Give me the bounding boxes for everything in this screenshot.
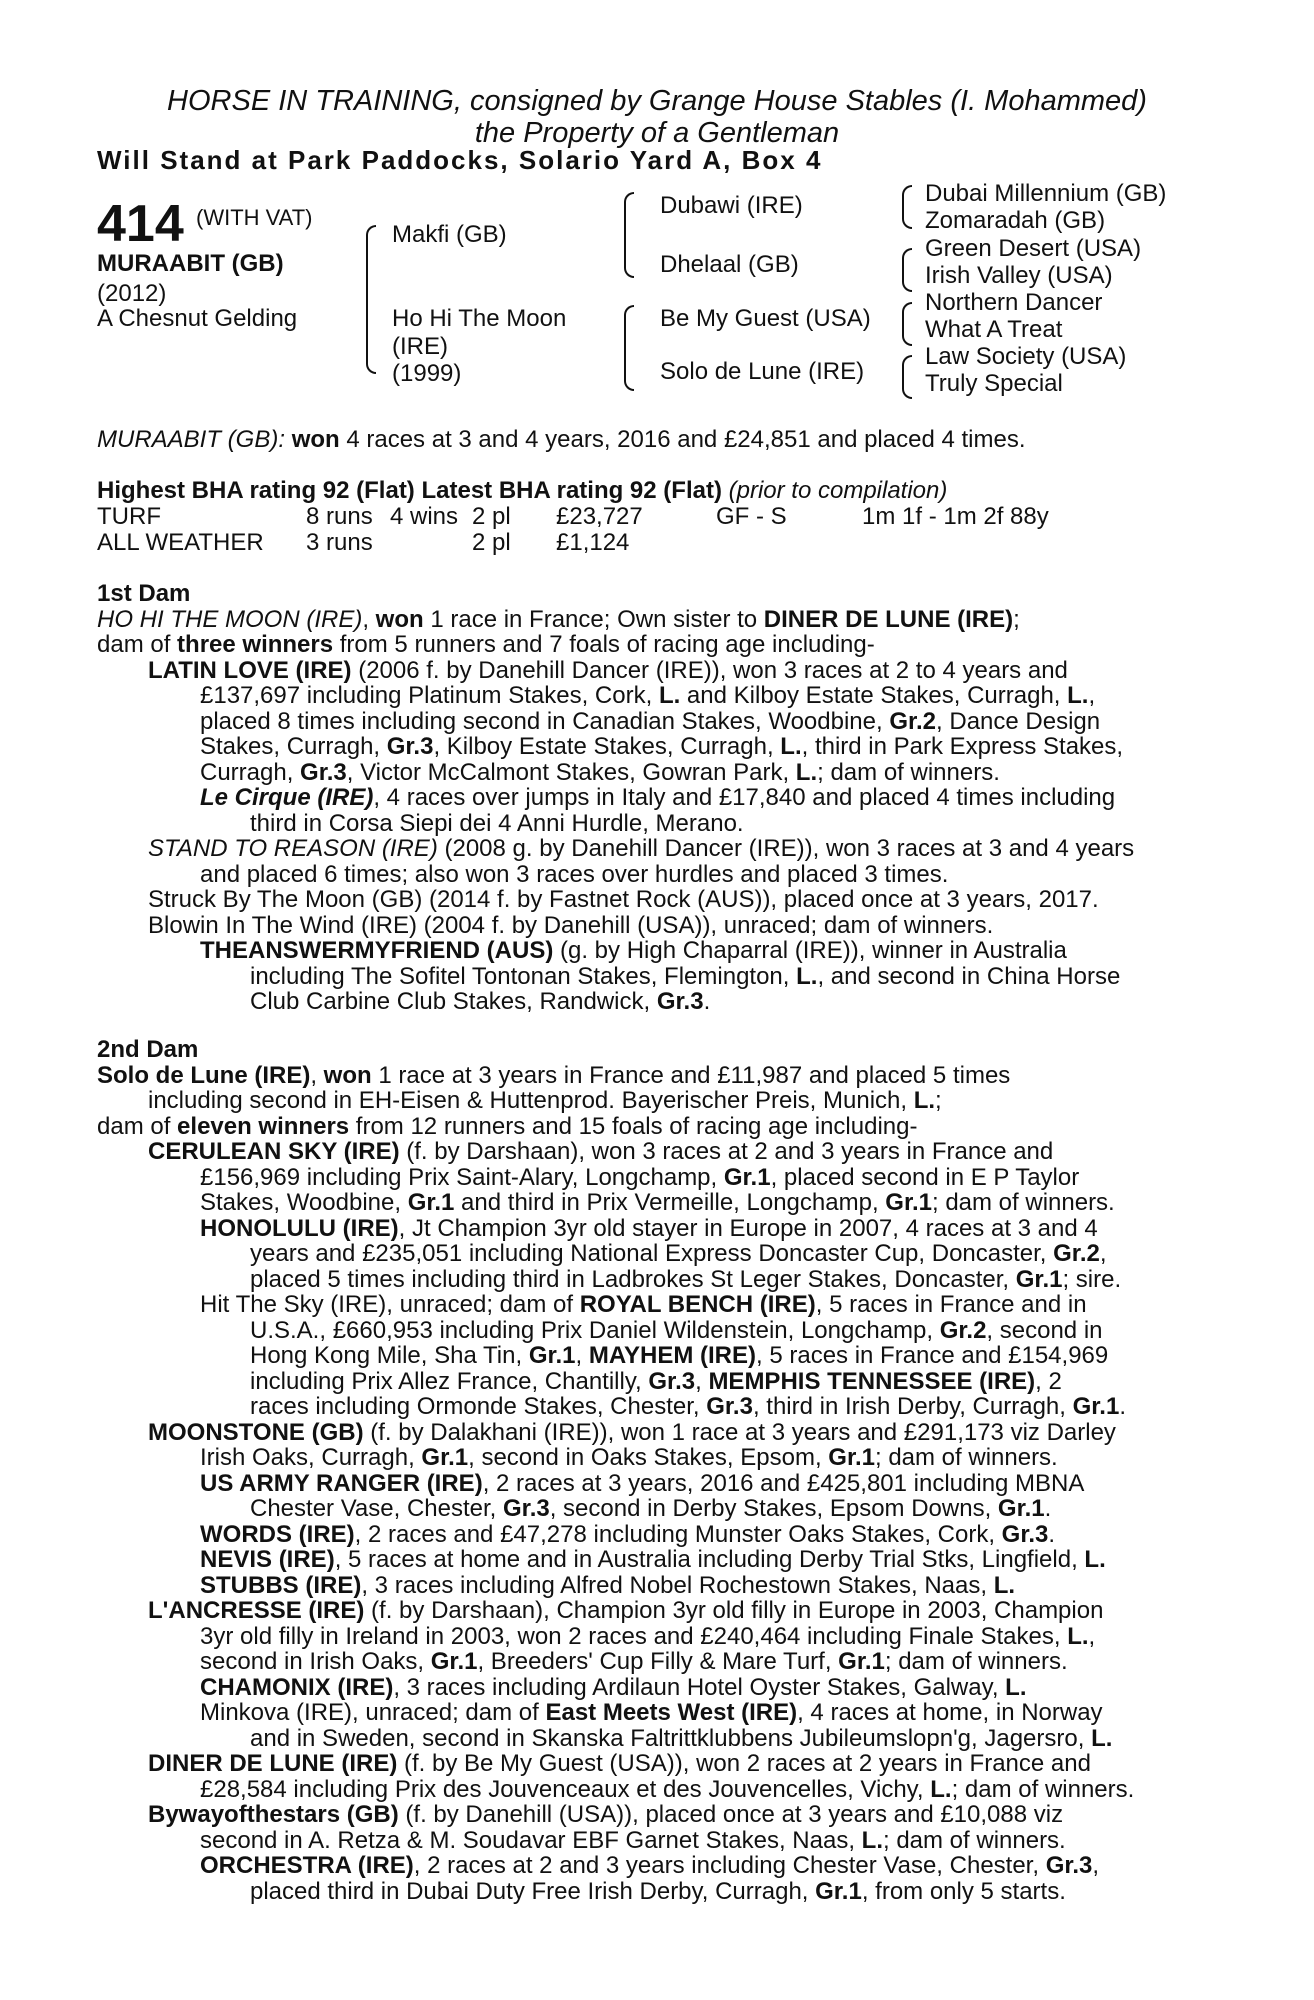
theanswermyfriend-line2: including The Sofitel Tontonan Stakes, Flemington, L., and second in China Horse — [250, 962, 1121, 990]
minkova-line2: and in Sweden, second in Skanska Faltrittklubbens Jubileumslopn'g, Jagersro, L. — [250, 1724, 1113, 1752]
vat-note: (WITH VAT) — [196, 205, 313, 230]
pedigree-sire-dam: Dhelaal (GB) — [660, 251, 799, 278]
bywayofthestars-entry: Bywayofthestars (GB) (f. by Danehill (USA)), placed once at 3 years and £10,088 viz — [148, 1801, 1064, 1828]
venue-line: Will Stand at Park Paddocks, Solario Yard A, Box 4 — [97, 145, 823, 175]
cerulean-sky-entry: CERULEAN SKY (IRE) (f. by Darshaan), won 3 races at 2 and 3 years in France and — [148, 1138, 1054, 1165]
pedigree-dam-line2: (IRE) — [392, 333, 448, 360]
theanswermyfriend-line3: Club Carbine Club Stakes, Randwick, Gr.3. — [250, 988, 711, 1015]
second-dam-section — [97, 1037, 1207, 1904]
first-dam-section — [97, 581, 1207, 1015]
latin-love-entry: LATIN LOVE (IRE) (2006 f. by Danehill Dancer (IRE)), won 3 races at 2 to 4 years and — [148, 656, 1068, 684]
pedigree-g4-2: Zomaradah (GB) — [925, 207, 1106, 234]
pedigree-g4-6: What A Treat — [925, 316, 1063, 343]
hit-the-sky-entry: Hit The Sky (IRE), unraced; dam of ROYAL BENCH (IRE), 5 races in France and in — [200, 1291, 1087, 1318]
minkova-entry: Minkova (IRE), unraced; dam of East Meets West (IRE), 4 races at home, in Norway — [200, 1699, 1103, 1726]
le-cirque-entry: Le Cirque (IRE), 4 races over jumps in Italy and £17,840 and placed 4 times including — [200, 784, 1116, 811]
first-dam-produce: dam of three winners from 5 runners and 7 foals of racing age including- — [97, 631, 875, 658]
orchestra-line2: placed third in Dubai Duty Free Irish Derby, Curragh, Gr.1, from only 5 starts. — [250, 1877, 1066, 1905]
pedigree-brace-main — [366, 225, 376, 374]
lancresse-line2: 3yr old filly in Ireland in 2003, won 2 races and £240,464 including Finale Stakes, L., — [200, 1622, 1096, 1650]
pedigree-brace-dam — [624, 305, 634, 391]
second-dam-produce: dam of eleven winners from 12 runners and 15 foals of racing age including- — [97, 1112, 918, 1140]
horse-name: MURAABIT (GB) — [97, 250, 284, 277]
lot-number: 414 — [97, 195, 184, 253]
catalogue-page: HORSE IN TRAINING, consigned by Grange House Stables (I. Mohammed) the Property of a Gentleman Will Stand at Park Paddocks, Solario Yard A, Box 4 414 (WITH VAT) MURAABIT (GB) (2012) A Chesnut Gelding Makfi (GB) Ho Hi The Moon (IRE) (1999) Dubawi (IRE) Dhelaal (GB) Be My Guest (USA) Solo de Lune (IRE) Dubai Millennium (GB) Zomaradah (GB) Green Desert (USA) Irish Valley (USA) Northern Dancer What A Treat Law Society (USA) Truly Special MURAABIT (GB): won 4 races at 3 and 4 years, 2016 and £24,851 and placed 4 times. Highest BHA rating 92 (Flat) Latest BHA rating 92 (Flat) (prior to compilation) TURF 8 runs 4 wins 2 pl £23,727 GF - S 1m 1f - 1m 2f 88y ALL WEATHER 3 runs 2 pl £1,124 1st Dam HO HI THE MOON (IRE), won 1 race in France; Own sister to DINER DE LUNE (IRE); dam of three winners from 5 runners and 7 foals of racing age including- LATIN LOVE (IRE) (2006 f. by Danehill Dancer (IRE)), won 3 races at 2 to 4 years and £137,697 including Platinum Stakes, Cork, L. and Kilboy Estate Stakes, Curragh, L., placed 8 times including second in Canadian Stakes, Woodbine, Gr.2, Dance Design Stakes, Curragh, Gr.3, Kilboy Estate Stakes, Curragh, L., third in Park Express Stakes, Curragh, Gr.3, Victor McCalmont Stakes, Gowran Park, L.; dam of winners. Le Cirque (IRE), 4 races over jumps in Italy and £17,840 and placed 4 times including third in Corsa Siepi dei 4 Anni Hurdle, Merano. STAND TO REASON (IRE) (2008 g. by Danehill Dancer (IRE)), won 3 races at 3 and 4 years and placed 6 times; also won 3 races over hurdles and placed 3 times. Struck By The Moon (GB) (2014 f. by Fastnet Rock (AUS)), placed once at 3 years, 2017. Blowin In The Wind (IRE) (2004 f. by Danehill (USA)), unraced; dam of winners. THEANSWERMYFRIEND (AUS) (g. by High Chaparral (IRE)), winner in Australia including The Sofitel Tontonan Stakes, Flemington, L., and second in China Horse Club Carbine Club Stakes, Randwick, Gr.3. 2nd Dam Solo de Lune (IRE), won 1 race at 3 years in France and £11,987 and placed 5 times including second in EH-Eisen & Huttenprod. Bayerischer Preis, Munich, L.; dam of eleven winners from 12 runners and 15 foals of racing age including- CERULEAN SKY (IRE) (f. by Darshaan), won 3 races at 2 and 3 years in France and £156,969 including Prix Saint-Alary, Longchamp, Gr.1, placed second in E P Taylor Stakes, Woodbine, Gr.1 and third in Prix Vermeille, Longchamp, Gr.1; dam of winners. HONOLULU (IRE), Jt Champion 3yr old stayer in Europe in 2007, 4 races at 3 and 4 years and £235,051 including National Express Doncaster Cup, Doncaster, Gr.2, placed 5 times including third in Ladbrokes St Leger Stakes, Doncaster, Gr.1; sire. Hit The Sky (IRE), unraced; dam of ROYAL BENCH (IRE), 5 races in France and in U.S.A., £660,953 including Prix Daniel Wildenstein, Longchamp, Gr.2, second in Hong Kong Mile, Sha Tin, Gr.1, MAYHEM (IRE), 5 races in France and £154,969 including Prix Allez France, Chantilly, Gr.3, MEMPHIS TENNESSEE (IRE), 2 races including Ormonde Stakes, Chester, Gr.3, third in Irish Derby, Curragh, Gr.1. MOONSTONE (GB) (f. by Dalakhani (IRE)), won 1 race at 3 years and £291,173 viz Darley Irish Oaks, Curragh, Gr.1, second in Oaks Stakes, Epsom, Gr.1; dam of winners. US ARMY RANGER (IRE), 2 races at 3 years, 2016 and £425,801 including MBNA Chester Vase, Chester, Gr.3, second in Derby Stakes, Epsom Downs, Gr.1. WORDS (IRE), 2 races and £47,278 including Munster Oaks Stakes, Cork, Gr.3. NEVIS (IRE), 5 races at home and in Australia including Derby Trial Stks, Lingfield, L. STUBBS (IRE), 3 races including Alfred Nobel Rochestown Stakes, Naas, L. L'ANCRESSE (IRE) (f. by Darshaan), Champion 3yr old filly in Europe in 2003, Champion 3yr old filly in Ireland in 2003, won 2 races and £240,464 including Finale Stakes, L., second in Irish Oaks, Gr.1, Breeders' Cup Filly & Mare Turf, Gr.1; dam of winners. CHAMONIX (IRE), 3 races including Ardilaun Hotel Oyster Stakes, Galway, L. Minkova (IRE), unraced; dam of East Meets West (IRE), 4 races at home, in Norway and in Sweden, second in Skanska Faltrittklubbens Jubileumslopn'g, Jagersro, L. DINER DE LUNE (IRE) (f. by Be My Guest (USA)), won 2 races at 2 years in France and £28,584 including Prix des Jouvenceaux et des Jouvencelles, Vichy, L.; dam of winners. Bywayofthestars (GB) (f. by Danehill (USA)), placed once at 3 years and £10,088 viz second in A. Retza & M. Soudavar EBF Garnet Stakes, Naas, L.; dam of winners. ORCHESTRA (IRE), 2 races at 2 and 3 years including Chester Vase, Chester, Gr.3, placed third in Dubai Duty Free Irish Derby, Curragh, Gr.1, from only 5 starts. — [0, 0, 1314, 2000]
moonstone-line2: Irish Oaks, Curragh, Gr.1, second in Oaks Stakes, Epsom, Gr.1; dam of winners. — [200, 1444, 1058, 1471]
latin-love-line3: placed 8 times including second in Canadian Stakes, Woodbine, Gr.2, Dance Design — [200, 707, 1101, 735]
pedigree-brace-g2 — [902, 248, 912, 292]
le-cirque-line2: third in Corsa Siepi dei 4 Anni Hurdle, Merano. — [250, 809, 744, 837]
orchestra-entry: ORCHESTRA (IRE), 2 races at 2 and 3 years including Chester Vase, Chester, Gr.3, — [200, 1852, 1100, 1879]
pedigree-g4-7: Law Society (USA) — [925, 343, 1127, 370]
solo-de-lune-record: Solo de Lune (IRE), won 1 race at 3 years in France and £11,987 and placed 5 times — [97, 1061, 1011, 1089]
pedigree-dam-line3: (1999) — [392, 360, 462, 387]
pedigree-brace-g1 — [902, 185, 912, 229]
pedigree-brace-sire — [624, 192, 634, 278]
pedigree-g4-8: Truly Special — [925, 370, 1063, 397]
cerulean-sky-line2: £156,969 including Prix Saint-Alary, Longchamp, Gr.1, placed second in E P Taylor — [200, 1163, 1080, 1191]
bywayofthestars-line2: second in A. Retza & M. Soudavar EBF Garnet Stakes, Naas, L.; dam of winners. — [200, 1826, 1066, 1854]
pedigree-g4-4: Irish Valley (USA) — [925, 262, 1113, 289]
struck-by-the-moon-entry: Struck By The Moon (GB) (2014 f. by Fastnet Rock (AUS)), placed once at 3 years, 2017. — [148, 886, 1099, 913]
stand-to-reason-entry: STAND TO REASON (IRE) (2008 g. by Danehill Dancer (IRE)), won 3 races at 3 and 4 years — [148, 835, 1135, 862]
pedigree-dam-dam: Solo de Lune (IRE) — [660, 358, 865, 385]
pedigree-sire-sire: Dubawi (IRE) — [660, 192, 803, 219]
solo-de-lune-line2: including second in EH-Eisen & Huttenprod. Bayerischer Preis, Munich, L.; — [148, 1087, 942, 1114]
second-dam-heading: 2nd Dam — [97, 1036, 199, 1063]
property-line: the Property of a Gentleman — [474, 117, 840, 149]
us-army-ranger-line2: Chester Vase, Chester, Gr.3, second in Derby Stakes, Epsom Downs, Gr.1. — [250, 1495, 1052, 1522]
ratings-heading: Highest BHA rating 92 (Flat) Latest BHA rating 92 (Flat) (prior to compilation) — [97, 477, 948, 504]
honolulu-entry: HONOLULU (IRE), Jt Champion 3yr old stayer in Europe in 2007, 4 races at 3 and 4 — [200, 1214, 1098, 1242]
diner-de-lune-entry: DINER DE LUNE (IRE) (f. by Be My Guest (USA)), won 2 races at 2 years in France and — [148, 1750, 1091, 1777]
pedigree-dam-sire: Be My Guest (USA) — [660, 305, 871, 332]
honolulu-line3: placed 5 times including third in Ladbrokes St Leger Stakes, Doncaster, Gr.1; sire. — [250, 1265, 1122, 1293]
consignor-line: HORSE IN TRAINING, consigned by Grange House Stables (I. Mohammed) — [167, 85, 1147, 117]
latin-love-line5: Curragh, Gr.3, Victor McCalmont Stakes, Gowran Park, L.; dam of winners. — [200, 758, 1000, 786]
first-dam-heading: 1st Dam — [97, 580, 191, 607]
first-dam-record: HO HI THE MOON (IRE), won 1 race in France; Own sister to DINER DE LUNE (IRE); — [97, 605, 1020, 633]
chamonix-entry: CHAMONIX (IRE), 3 races including Ardilaun Hotel Oyster Stakes, Galway, L. — [200, 1673, 1027, 1701]
pedigree-g4-1: Dubai Millennium (GB) — [925, 180, 1167, 207]
hit-the-sky-line3: Hong Kong Mile, Sha Tin, Gr.1, MAYHEM (IRE), 5 races in France and £154,969 — [250, 1342, 1109, 1369]
words-entry: WORDS (IRE), 2 races and £47,278 including Munster Oaks Stakes, Cork, Gr.3. — [200, 1520, 1056, 1548]
us-army-ranger-entry: US ARMY RANGER (IRE), 2 races at 3 years, 2016 and £425,801 including MBNA — [200, 1469, 1085, 1497]
lancresse-line3: second in Irish Oaks, Gr.1, Breeders' Cup Filly & Mare Turf, Gr.1; dam of winners. — [200, 1648, 1068, 1675]
cerulean-sky-line3: Stakes, Woodbine, Gr.1 and third in Prix Vermeille, Longchamp, Gr.1; dam of winners. — [200, 1189, 1115, 1216]
pedigree-brace-g3 — [902, 302, 912, 346]
hit-the-sky-line4: including Prix Allez France, Chantilly, Gr.3, MEMPHIS TENNESSEE (IRE), 2 — [250, 1367, 1062, 1395]
horse-description: A Chesnut Gelding — [97, 305, 298, 332]
pedigree-sire: Makfi (GB) — [392, 221, 507, 248]
lancresse-entry: L'ANCRESSE (IRE) (f. by Darshaan), Champion 3yr old filly in Europe in 2003, Champion — [148, 1597, 1104, 1624]
latin-love-line2: £137,697 including Platinum Stakes, Cork, L. and Kilboy Estate Stakes, Curragh, L., — [200, 682, 1096, 709]
hit-the-sky-line2: U.S.A., £660,953 including Prix Daniel Wildenstein, Longchamp, Gr.2, second in — [250, 1316, 1103, 1344]
race-summary: MURAABIT (GB): won 4 races at 3 and 4 years, 2016 and £24,851 and placed 4 times. — [97, 426, 1026, 453]
stubbs-entry: STUBBS (IRE), 3 races including Alfred Nobel Rochestown Stakes, Naas, L. — [200, 1571, 1016, 1599]
stand-to-reason-line2: and placed 6 times; also won 3 races over hurdles and placed 3 times. — [200, 860, 949, 888]
latin-love-line4: Stakes, Curragh, Gr.3, Kilboy Estate Stakes, Curragh, L., third in Park Express Stakes, — [200, 733, 1124, 760]
diner-de-lune-line2: £28,584 including Prix des Jouvenceaux et des Jouvencelles, Vichy, L.; dam of winners. — [200, 1775, 1135, 1803]
nevis-entry: NEVIS (IRE), 5 races at home and in Australia including Derby Trial Stks, Lingfield, L. — [200, 1546, 1106, 1573]
moonstone-entry: MOONSTONE (GB) (f. by Dalakhani (IRE)), won 1 race at 3 years and £291,173 viz Darley — [148, 1418, 1116, 1446]
pedigree-dam-line1: Ho Hi The Moon — [392, 305, 567, 332]
hit-the-sky-line5: races including Ormonde Stakes, Chester, Gr.3, third in Irish Derby, Curragh, Gr.1. — [250, 1393, 1126, 1420]
pedigree-g4-3: Green Desert (USA) — [925, 235, 1142, 262]
pedigree-g4-5: Northern Dancer — [925, 289, 1103, 316]
honolulu-line2: years and £235,051 including National Express Doncaster Cup, Doncaster, Gr.2, — [250, 1240, 1107, 1267]
pedigree-brace-g4 — [902, 355, 912, 399]
blowin-in-the-wind-entry: Blowin In The Wind (IRE) (2004 f. by Danehill (USA)), unraced; dam of winners. — [148, 911, 994, 939]
horse-year: (2012) — [97, 280, 167, 307]
theanswermyfriend-entry: THEANSWERMYFRIEND (AUS) (g. by High Chaparral (IRE)), winner in Australia — [200, 937, 1067, 964]
